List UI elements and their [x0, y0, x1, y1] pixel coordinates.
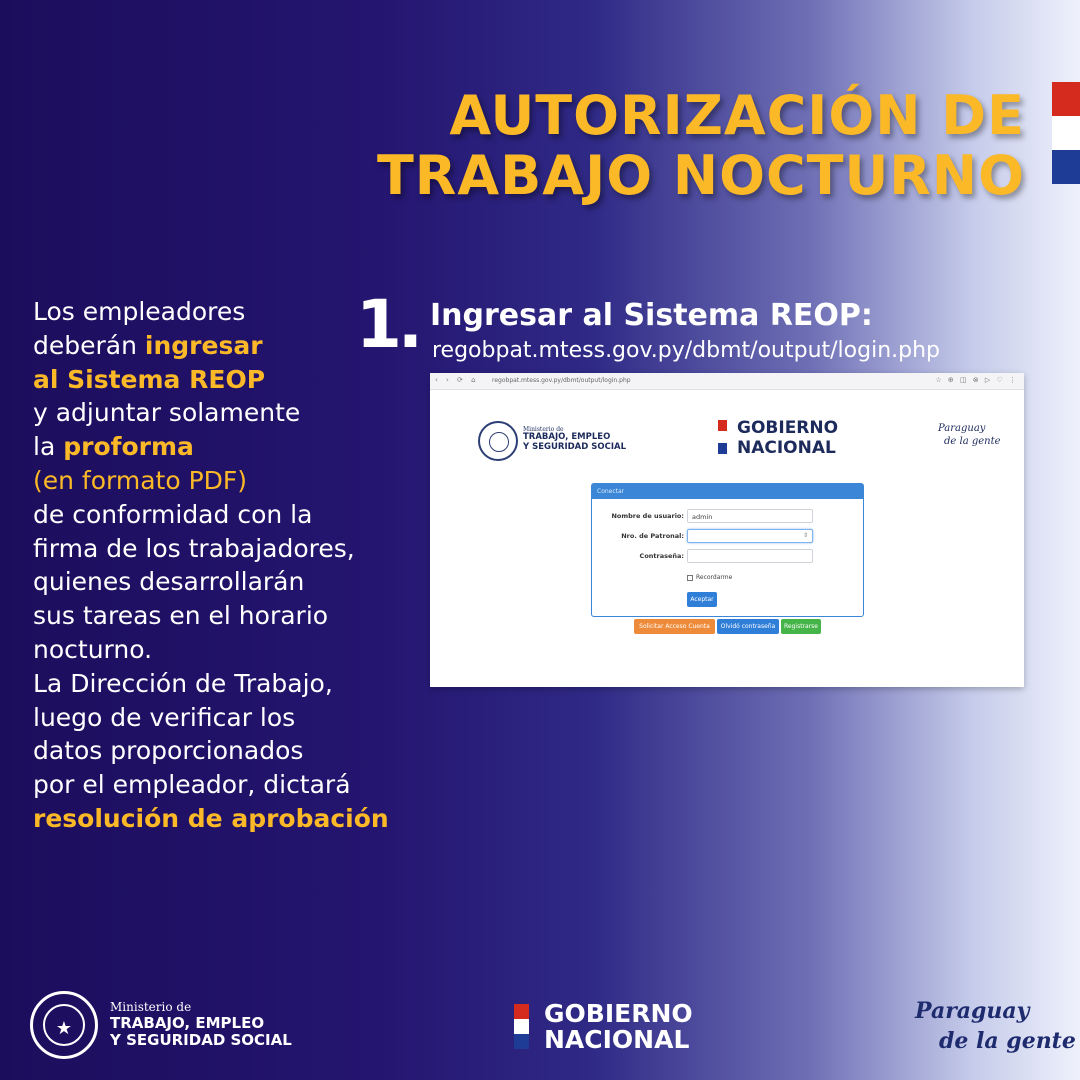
text-line: la proforma	[33, 432, 194, 462]
footer-ministry-name: TRABAJO, EMPLEO Y SEGURIDAD SOCIAL	[110, 1014, 292, 1049]
footer-ministry-small: Ministerio de	[110, 1000, 192, 1014]
page-title	[377, 86, 1025, 206]
login-panel	[591, 483, 864, 617]
forgot-password-button[interactable]: Olvidó contraseña	[717, 619, 779, 634]
stepper-icon[interactable]: ⇕	[802, 532, 808, 539]
flag-stripe-white	[1052, 116, 1080, 150]
step-title: Ingresar al Sistema REOP:	[430, 298, 873, 333]
text-line: nocturno.	[33, 634, 153, 664]
text-line: La Dirección de Trabajo,	[33, 668, 333, 698]
footer-gobierno-logo: GOBIERNO NACIONAL	[544, 999, 693, 1054]
text-line: datos proporcionados	[33, 736, 304, 766]
highlight: resolución de aprobación	[33, 803, 389, 833]
text-line: luego de verificar los	[33, 702, 296, 732]
text-line: firma de los trabajadores,	[33, 533, 355, 563]
patronal-label: Nro. de Patronal:	[621, 532, 684, 540]
text-line: de conformidad con la	[33, 499, 313, 529]
patronal-input[interactable]	[687, 529, 813, 543]
national-seal-icon	[30, 991, 98, 1059]
ministry-label: TRABAJO, EMPLEO Y SEGURIDAD SOCIAL	[523, 432, 627, 452]
username-input[interactable]: admin	[687, 509, 813, 523]
instructions-text	[33, 295, 413, 836]
site-header	[430, 390, 1024, 480]
browser-nav-icons: ‹ › ⟳ ⌂	[435, 376, 479, 384]
ministry-label-small: Ministerio de	[523, 426, 564, 433]
password-input[interactable]	[687, 549, 813, 563]
text-line: Los empleadores	[33, 297, 246, 326]
step-number: 1.	[356, 286, 419, 363]
text-line: y adjuntar solamente	[33, 398, 301, 428]
text-line: sus tareas en el horario	[33, 601, 329, 631]
highlight: proforma	[63, 432, 194, 462]
login-screenshot	[430, 373, 1024, 687]
footer-flag-red	[514, 1004, 529, 1019]
gob-flag-red	[718, 420, 727, 431]
text-line: quienes desarrollarán	[33, 567, 305, 597]
text-line: deberán ingresar	[33, 330, 263, 360]
register-button[interactable]: Registrarse	[781, 619, 821, 634]
text-line: por el empleador, dictará	[33, 770, 351, 800]
flag-stripe-blue	[1052, 150, 1080, 184]
gobierno-logo: GOBIERNO NACIONAL	[737, 418, 839, 458]
request-account-button[interactable]: Solicitar Acceso Cuenta	[634, 619, 715, 634]
title-line-1: AUTORIZACIÓN DE	[449, 84, 1025, 147]
accept-button[interactable]: Aceptar	[687, 592, 717, 607]
paraguay-logo: Paraguay de la gente	[938, 423, 1001, 447]
step-url: regobpat.mtess.gov.py/dbmt/output/login.php	[432, 338, 941, 363]
username-label: Nombre de usuario:	[611, 512, 684, 520]
browser-toolbar	[430, 373, 1024, 390]
browser-tool-icons: ☆ ⊕ ◫ ⊗ ▷ ♡ ⋮	[935, 376, 1018, 384]
highlight: al Sistema REOP	[33, 364, 266, 394]
highlight: (en formato PDF)	[33, 465, 248, 495]
footer-flag-white	[514, 1019, 529, 1034]
password-label: Contraseña:	[639, 552, 684, 560]
panel-title: Conectar	[592, 484, 863, 499]
remember-checkbox[interactable]	[687, 575, 693, 581]
flag-stripe-red	[1052, 82, 1080, 116]
address-bar: regobpat.mtess.gov.py/dbmt/output/login.php	[492, 377, 631, 384]
star-icon: ★	[55, 1018, 73, 1039]
ministry-seal-icon	[478, 421, 518, 461]
footer-flag-blue	[514, 1034, 529, 1049]
gob-flag-blue	[718, 443, 727, 454]
footer-paraguay-logo: Paraguay de la gente	[915, 998, 1076, 1054]
remember-label: Recordarme	[696, 574, 733, 581]
title-line-2: TRABAJO NOCTURNO	[376, 144, 1025, 207]
highlight: ingresar	[144, 330, 263, 360]
